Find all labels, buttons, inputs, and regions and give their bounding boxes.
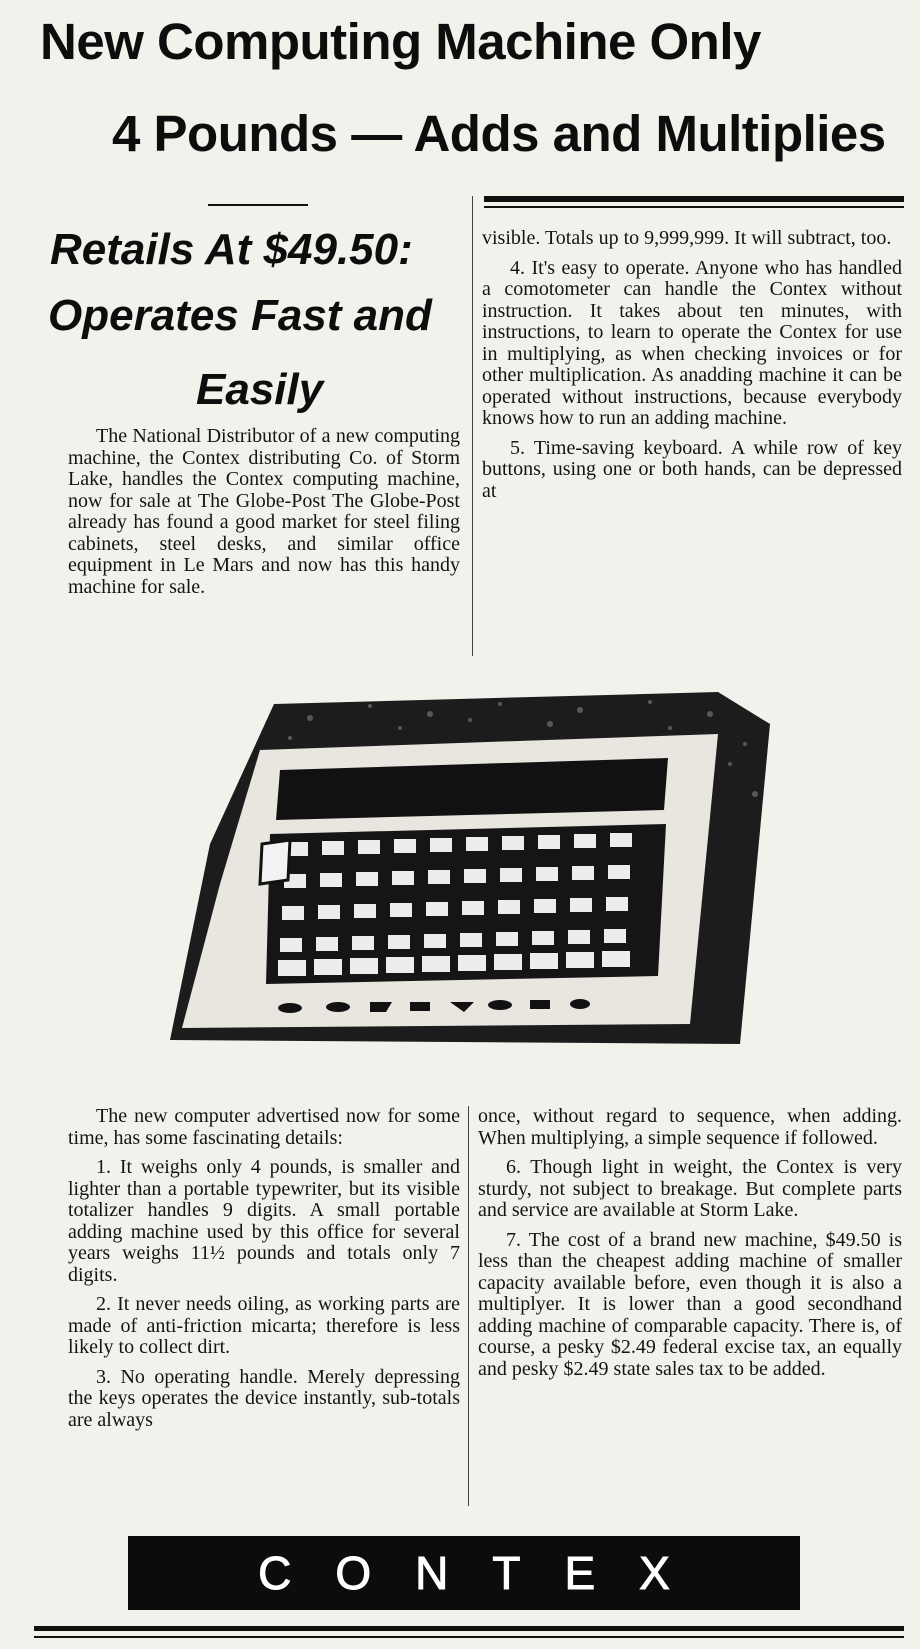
article-column-1 — [68, 426, 460, 606]
article-column-3 — [68, 1106, 460, 1439]
paragraph-point-4: 4. It's easy to operate. Anyone who has handled a comotometer can handle the Contex without instruction. It takes about ten minutes, with instructions, to learn to operate the Contex for use in multiplying, as when checking invoices or for other multiplication. As anadding machine it can be operated without instructions, because everybody knows how to run an adding machine. — [482, 256, 902, 429]
paragraph-point-1: 1. It weighs only 4 pounds, is smaller and lighter than a portable typewriter, but its visible totalizer handles 9 digits. A small portable adding machine used by this office for several years weighs 11½ pounds and totals only 7 digits. — [68, 1156, 460, 1286]
paragraph-point-7: 7. The cost of a brand new machine, $49.50 is less than the cheapest adding machine of smaller capacity available before, even though it is also a multiplyer. It is lower than a good secondhand adding machine of comparable capacity. There is, of course, a pesky $2.49 federal excise tax, an equally and pesky $2.49 state sales tax to be added. — [478, 1228, 902, 1380]
subhead-line-3: Easily — [196, 365, 324, 414]
column-divider-top — [472, 196, 473, 656]
article-column-2 — [482, 228, 902, 510]
paragraph-continued: visible. Totals up to 9,999,999. It will subtract, too. — [482, 227, 892, 249]
paragraph-point-5: 5. Time-saving keyboard. A while row of key buttons, using one or both hands, can be depressed at — [482, 436, 902, 502]
divider-thin — [484, 206, 904, 208]
subhead-line-2: Operates Fast and — [48, 291, 432, 340]
headline-line-1: New Computing Machine Only — [40, 13, 761, 70]
paragraph-point-2: 2. It never needs oiling, as working parts are made of anti-friction micarta; therefore is less likely to collect dirt. — [68, 1293, 460, 1358]
paragraph-point-3: 3. No operating handle. Merely depressing the keys operates the device instantly, sub-totals are always — [68, 1365, 460, 1431]
contex-logo-banner — [128, 1536, 800, 1610]
bottom-divider-thin — [34, 1636, 904, 1638]
paragraph-details: The new computer advertised now for some time, has some fascinating details: — [68, 1105, 460, 1149]
column-divider-bottom — [468, 1106, 469, 1506]
subhead-line-1: Retails At $49.50: — [50, 225, 413, 274]
bottom-divider-thick — [34, 1626, 904, 1631]
headline-line-2: 4 Pounds — Adds and Multiplies — [112, 105, 886, 162]
contex-calculator-icon — [170, 684, 790, 1092]
contex-logo-text: CONTEX — [258, 1547, 714, 1599]
article-column-4 — [478, 1106, 902, 1388]
divider-short — [208, 204, 308, 206]
paragraph-continued-2: once, without regard to sequence, when adding. When multiplying, a simple sequence if followed. — [478, 1105, 902, 1149]
paragraph-intro: The National Distributor of a new computing machine, the Contex distributing Co. of Storm Lake, handles the Contex computing machine, now for sale at The Globe-Post The Globe-Post already has found a good market for steel filing cabinets, steel desks, and similar office equipment in Le Mars and now has this handy machine for sale. — [68, 425, 460, 598]
divider-thick — [484, 196, 904, 202]
paragraph-point-6: 6. Though light in weight, the Contex is very sturdy, not subject to breakage. But complete parts and service are available at Storm Lake. — [478, 1156, 902, 1221]
